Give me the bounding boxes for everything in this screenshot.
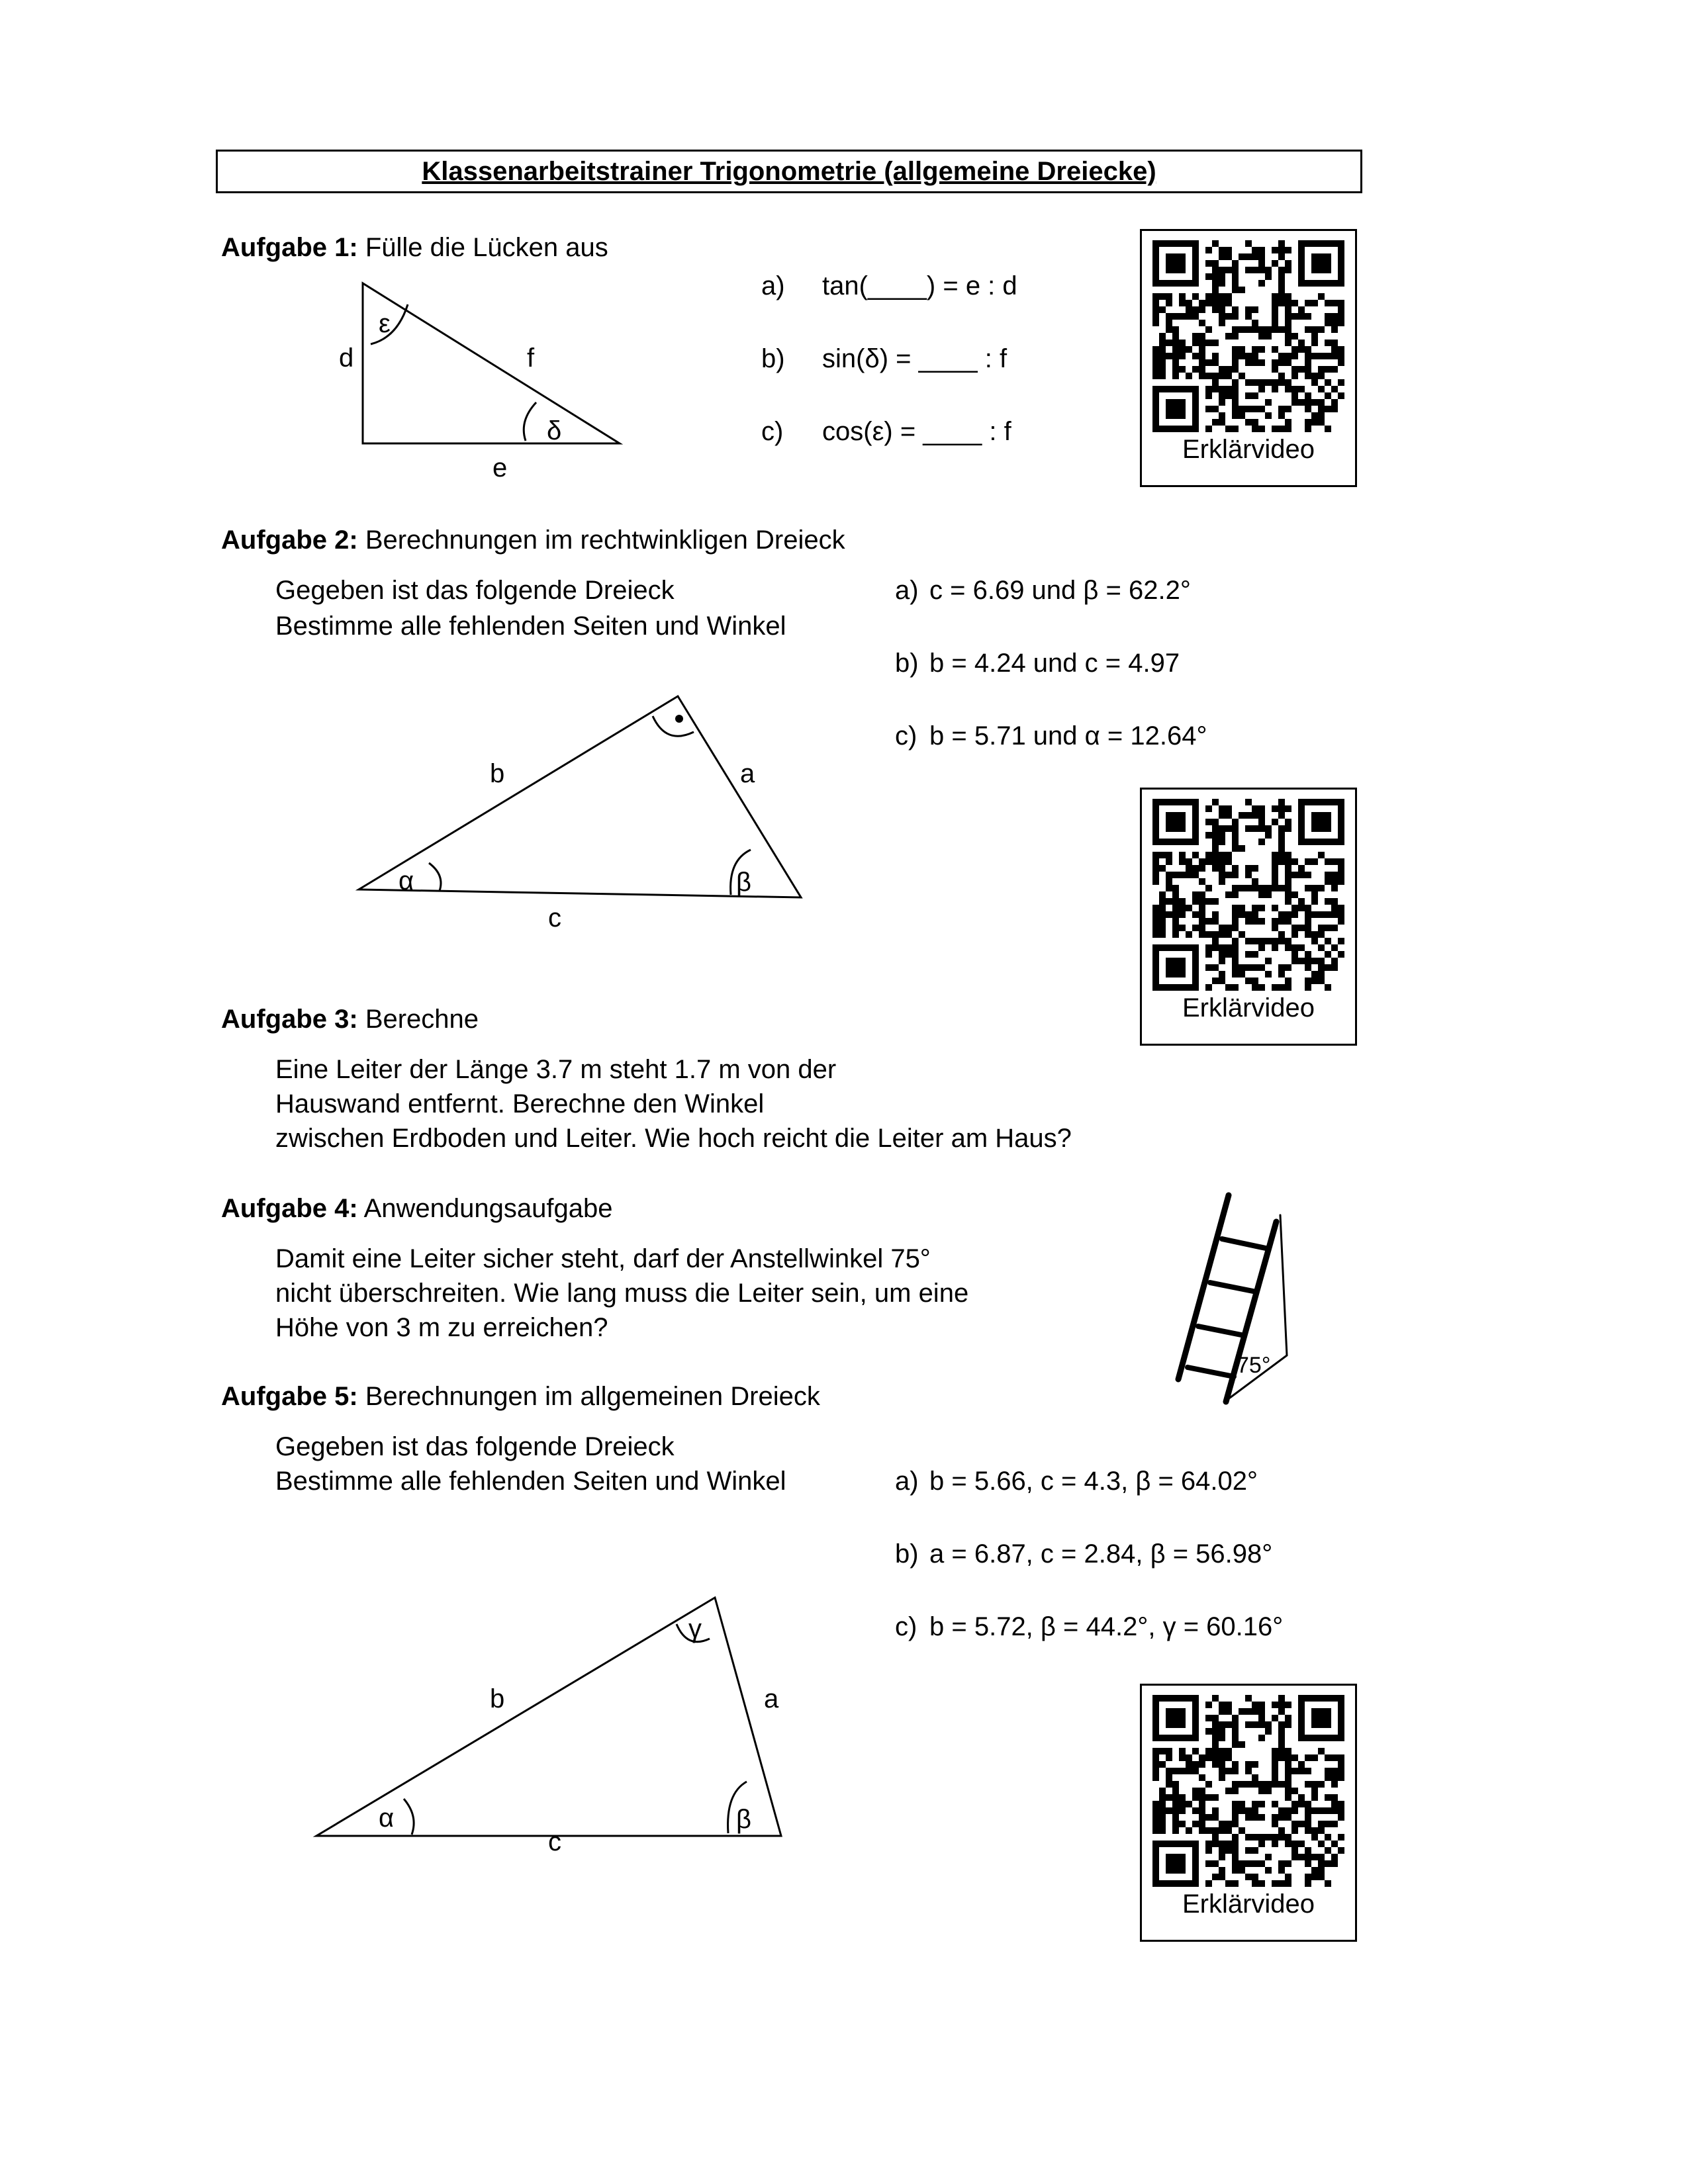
task-4-line-1: Damit eine Leiter sicher steht, darf der Anstellwinkel 75° <box>275 1244 931 1273</box>
task-3-line-1: Eine Leiter der Länge 3.7 m steht 1.7 m von der <box>275 1055 837 1084</box>
right-angle-arc <box>653 716 694 736</box>
label-beta: β <box>736 868 752 897</box>
qr-code-icon <box>1152 799 1344 991</box>
task-1-triangle <box>363 283 620 443</box>
task-2-triangle-figure <box>344 675 821 953</box>
task-5-item-a-text: b = 5.66, c = 4.3, β = 64.02° <box>929 1467 1258 1496</box>
task-5-line-2: Bestimme alle fehlenden Seiten und Winkel <box>275 1467 786 1496</box>
task-1-item-c-label: c) <box>761 417 784 446</box>
task-5-item-a-label: a) <box>895 1467 919 1496</box>
task-5-item-c-label: c) <box>895 1612 917 1641</box>
task-2-item-b-text: b = 4.24 und c = 4.97 <box>929 649 1180 678</box>
label-side-c: c <box>548 1827 561 1856</box>
task-4-line-3: Höhe von 3 m zu erreichen? <box>275 1313 608 1342</box>
task-2-item-c-text: b = 5.71 und α = 12.64° <box>929 721 1207 751</box>
task-5-item-c-text: b = 5.72, β = 44.2°, γ = 60.16° <box>929 1612 1284 1641</box>
label-alpha: α <box>399 866 414 895</box>
task-1-item-b-label: b) <box>761 344 785 373</box>
label-epsilon: ε <box>379 309 391 338</box>
qr-code-video-3[interactable] <box>1140 1684 1357 1942</box>
task-2-item-a-label: a) <box>895 576 919 605</box>
task-3-subtitle: Berechne <box>365 1005 479 1034</box>
qr-code-video-2[interactable] <box>1140 788 1357 1046</box>
ladder-angle-label: 75° <box>1237 1353 1271 1378</box>
task-2-line-1: Gegeben ist das folgende Dreieck <box>275 576 675 605</box>
task-5-item-b-text: a = 6.87, c = 2.84, β = 56.98° <box>929 1539 1273 1569</box>
qr-code-icon <box>1152 240 1344 432</box>
label-alpha: α <box>379 1803 395 1833</box>
qr-caption: Erklärvideo <box>1182 1889 1315 1919</box>
label-side-f: f <box>527 343 535 373</box>
label-side-a: a <box>740 759 755 788</box>
qr-caption: Erklärvideo <box>1182 993 1315 1023</box>
task-5-subtitle: Berechnungen im allgemeinen Dreieck <box>365 1382 820 1411</box>
ladder-illustration <box>1152 1178 1311 1416</box>
task-3-heading: Aufgabe 3: <box>221 1005 358 1034</box>
task-1-triangle-figure <box>318 265 662 496</box>
delta-angle-arc <box>524 402 536 441</box>
task-3-header <box>221 1003 479 1035</box>
label-side-a: a <box>764 1684 779 1713</box>
label-beta: β <box>736 1805 752 1834</box>
task-1-item-a-text: tan(____) = e : d <box>822 271 1017 300</box>
label-delta: δ <box>547 416 562 445</box>
label-gamma: γ <box>688 1614 702 1643</box>
task-2-item-c-label: c) <box>895 721 917 751</box>
label-side-d: d <box>339 343 354 373</box>
label-side-b: b <box>490 759 505 788</box>
task-4-subtitle: Anwendungsaufgabe <box>363 1194 613 1223</box>
worksheet-title: Klassenarbeitstrainer Trigonometrie (allgemeine Dreiecke) <box>422 156 1156 186</box>
right-angle-dot <box>675 715 683 723</box>
task-1-heading: Aufgabe 1: <box>221 233 358 262</box>
task-2-item-b-label: b) <box>895 649 919 678</box>
task-4-line-2: nicht überschreiten. Wie lang muss die Leiter sein, um eine <box>275 1279 969 1308</box>
alpha-angle-arc <box>429 863 441 891</box>
task-3-line-2: Hauswand entfernt. Berechne den Winkel <box>275 1089 765 1118</box>
task-5-item-b-label: b) <box>895 1539 919 1569</box>
task-5-triangle-figure <box>305 1582 808 1880</box>
qr-code-video-1[interactable] <box>1140 229 1357 487</box>
task-4-header <box>221 1193 612 1224</box>
task-3-line-3: zwischen Erdboden und Leiter. Wie hoch reicht die Leiter am Haus? <box>275 1124 1072 1153</box>
task-5-heading: Aufgabe 5: <box>221 1382 358 1411</box>
worksheet-title-box <box>216 150 1362 193</box>
task-1-item-a-label: a) <box>761 271 785 300</box>
task-1-subtitle: Fülle die Lücken aus <box>365 233 608 262</box>
task-2-item-a-text: c = 6.69 und β = 62.2° <box>929 576 1191 605</box>
label-side-e: e <box>492 453 508 482</box>
task-1-item-c-text: cos(ε) = ____ : f <box>822 417 1011 446</box>
task-2-subtitle: Berechnungen im rechtwinkligen Dreieck <box>365 525 845 555</box>
task-1-header <box>221 232 608 263</box>
qr-caption: Erklärvideo <box>1182 435 1315 464</box>
task-4-heading: Aufgabe 4: <box>221 1194 358 1223</box>
alpha-angle-arc <box>404 1799 414 1835</box>
task-2-heading: Aufgabe 2: <box>221 525 358 555</box>
task-5-triangle <box>316 1598 781 1836</box>
label-side-c: c <box>548 903 561 933</box>
qr-code-icon <box>1152 1695 1344 1887</box>
task-5-header <box>221 1381 820 1412</box>
task-1-item-b-text: sin(δ) = ____ : f <box>822 344 1008 373</box>
task-5-line-1: Gegeben ist das folgende Dreieck <box>275 1432 675 1461</box>
task-2-line-2: Bestimme alle fehlenden Seiten und Winkel <box>275 612 786 641</box>
label-side-b: b <box>490 1684 505 1713</box>
task-2-header <box>221 524 845 556</box>
